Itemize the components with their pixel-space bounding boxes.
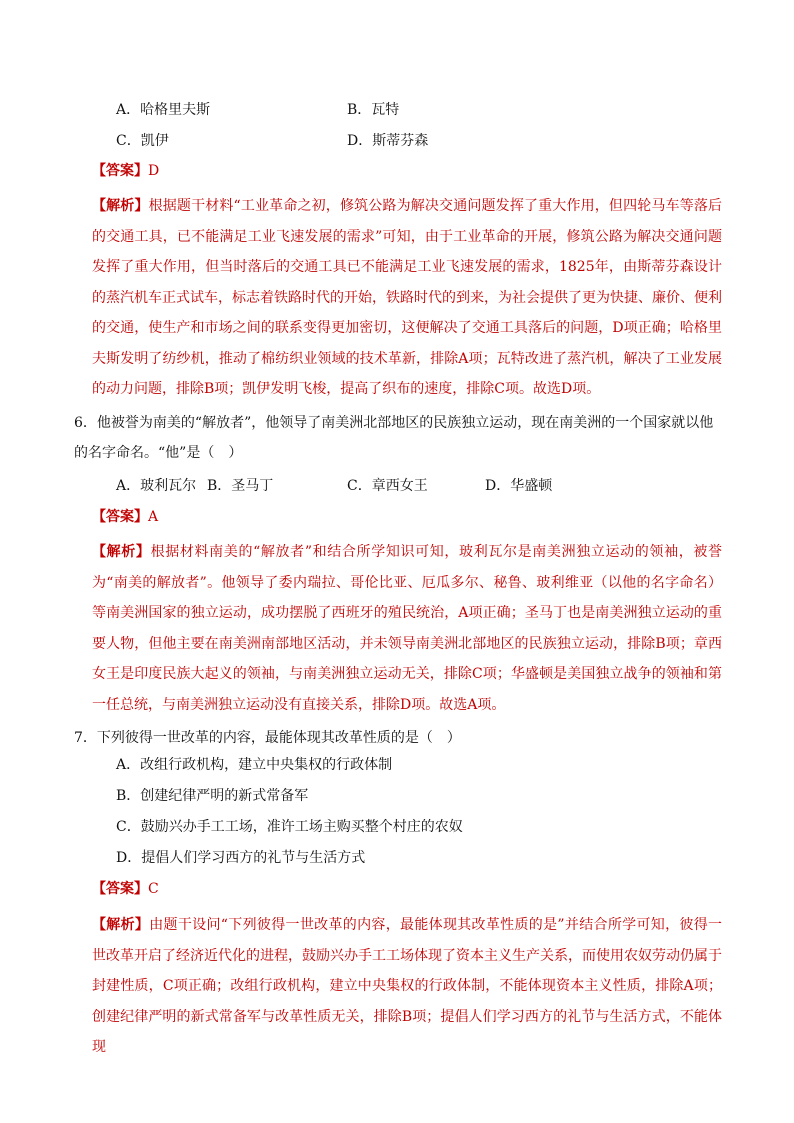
q6-option-d: D．华盛顿	[485, 478, 553, 494]
q7-answer	[92, 879, 159, 899]
analysis-tag: 【解析】	[92, 198, 149, 214]
q5-option-a: A．哈格里夫斯	[116, 102, 211, 118]
answer-value: A	[148, 509, 159, 525]
analysis-tag: 【解析】	[92, 917, 150, 933]
q6-number: 6．	[74, 415, 97, 431]
q7-stem-text: 下列彼得一世改革的内容，最能体现其改革性质的是（ ）	[96, 730, 461, 746]
analysis-tag: 【解析】	[92, 544, 151, 560]
q6-option-a: A．玻利瓦尔	[116, 478, 197, 494]
analysis-text: 根据题干材料“工业革命之初，修筑公路为解决交通问题发挥了重大作用，但四轮马车等落后的交通工具，已不能满足工业飞速发展的需求”可知，由于工业革命的开展，修筑公路为解决交通问题发挥了重大作用，但当时落后的交通工具已不能满足工业飞速发展的需求，1825年，由斯蒂芬森设计的蒸汽机车正式试车，标志着铁路时代的开始，铁路时代的到来，为社会提供了更为快捷、廉价、便利的交通，使生产和市场之间的联系变得更加密切，这便解决了交通工具落后的问题，D项正确；哈格里夫斯发明了纺纱机，推动了棉纺织业领域的技术革新，排除A项；瓦特改进了蒸汽机，解决了工业发展的动力问题，排除B项；凯伊发明飞梭，提高了织布的速度，排除C项。故选D项。	[92, 198, 723, 397]
q5-option-b: B．瓦特	[347, 102, 400, 118]
answer-tag: 【答案】	[92, 509, 148, 525]
answer-value: D	[148, 163, 160, 179]
q7-option-b: B．创建纪律严明的新式常备军	[116, 788, 309, 804]
q7-number: 7．	[74, 730, 97, 746]
q7-option-d: D．提倡人们学习西方的礼节与生活方式	[116, 850, 366, 866]
q5-analysis	[92, 191, 722, 405]
q5-option-d: D．斯蒂芬森	[347, 133, 429, 149]
q6-stem	[74, 408, 724, 468]
answer-tag: 【答案】	[92, 163, 148, 179]
q7-option-a: A．改组行政机构，建立中央集权的行政体制	[116, 757, 393, 773]
q6-stem-text: 他被誉为南美的“解放者”，他领导了南美洲北部地区的民族独立运动，现在南美洲的一个国家就以他的名字命名。“他”是（ ）	[74, 415, 714, 461]
q7-stem	[74, 723, 724, 753]
q6-option-c: C．章西女王	[347, 478, 428, 494]
q6-analysis	[92, 537, 722, 720]
q6-option-b: B．圣马丁	[207, 478, 274, 494]
analysis-text: 由题干设问“下列彼得一世改革的内容，最能体现其改革性质的是”并结合所学可知，彼得一世改革开启了经济近代化的进程，鼓励兴办手工工场体现了资本主义生产关系，而使用农奴劳动仍属于封建性质，C项正确；改组行政机构，建立中央集权的行政体制，不能体现资本主义性质，排除A项；创建纪律严明的新式常备军与改革性质无关，排除B项；提倡人们学习西方的礼节与生活方式，不能体现	[92, 917, 723, 1055]
q5-answer	[92, 161, 159, 181]
analysis-text: 根据材料南美的“解放者”和结合所学知识可知，玻利瓦尔是南美洲独立运动的领袖，被誉为“南美的解放者”。他领导了委内瑞拉、哥伦比亚、厄瓜多尔、秘鲁、玻利维亚（以他的名字命名）等南美洲国家的独立运动，成功摆脱了西班牙的殖民统治，A项正确；圣马丁也是南美洲独立运动的重要人物，但他主要在南美洲南部地区活动，并未领导南美洲北部地区的民族独立运动，排除B项；章西女王是印度民族大起义的领袖，与南美洲独立运动无关，排除C项；华盛顿是美国独立战争的领袖和第一任总统，与南美洲独立运动没有直接关系，排除D项。故选A项。	[92, 544, 723, 713]
answer-tag: 【答案】	[92, 881, 148, 897]
q5-option-c: C．凯伊	[116, 133, 169, 149]
q6-answer	[92, 507, 158, 527]
answer-value: C	[148, 881, 159, 897]
q7-analysis	[92, 910, 722, 1063]
q7-option-c: C．鼓励兴办手工工场，准许工场主购买整个村庄的农奴	[116, 819, 463, 835]
